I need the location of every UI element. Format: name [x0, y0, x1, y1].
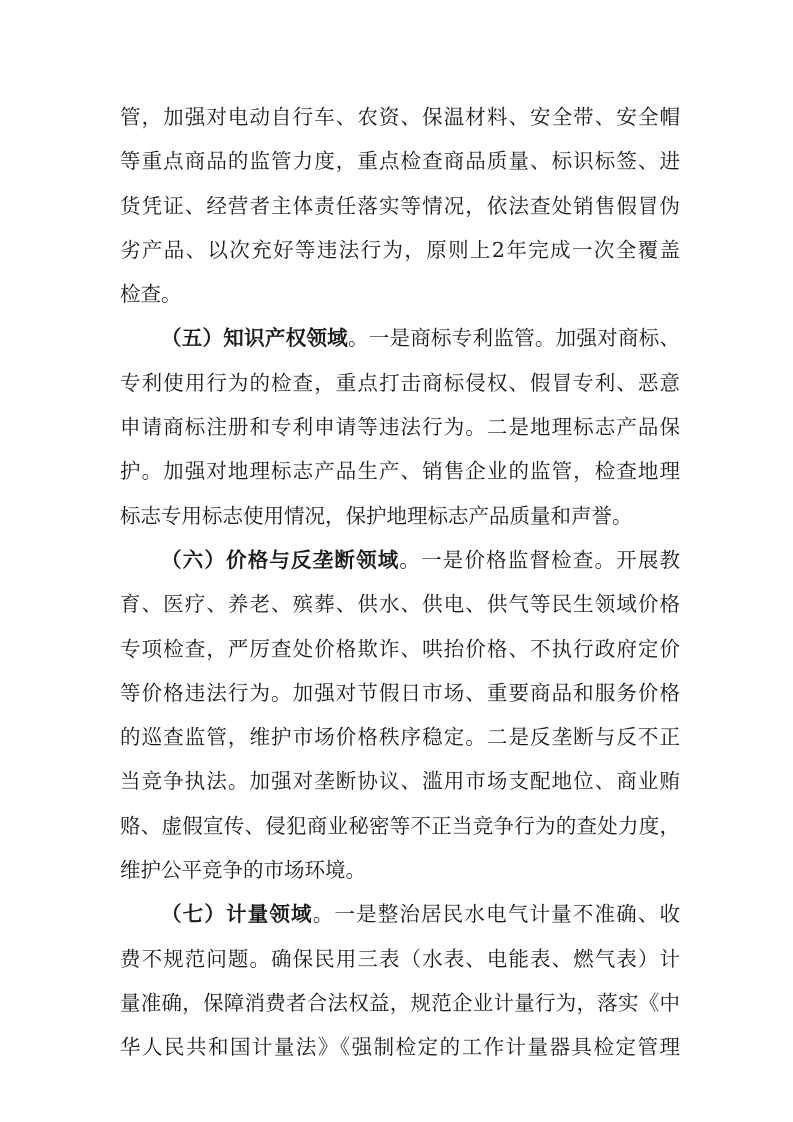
- section-heading-five: （五）知识产权领域: [161, 326, 348, 351]
- body-line: 标志专用标志使用情况，保护地理标志产品质量和声誉。: [120, 503, 633, 528]
- body-line: 赂、虚假宣传、侵犯商业秘密等不正当竞争行为的查处力度，: [120, 813, 680, 838]
- body-line: 管，加强对电动自行车、农资、保温材料、安全带、安全帽: [120, 105, 680, 129]
- body-line: 维护公平竞争的市场环境。: [120, 858, 366, 883]
- body-line: 专项检查，严厉查处价格欺诈、哄抬价格、不执行政府定价: [120, 636, 680, 661]
- body-line: 华人民共和国计量法》《强制检定的工作计量器具检定管理: [120, 1035, 680, 1060]
- body-line: 等价格违法行为。加强对节假日市场、重要商品和服务价格: [120, 680, 680, 705]
- section-heading-six: （六）价格与反垄断领域: [161, 547, 400, 572]
- body-line: 费不规范问题。确保民用三表（水表、电能表、燃气表）计: [120, 946, 680, 971]
- body-line: 申请商标注册和专利申请等违法行为。二是地理标志产品保: [120, 415, 680, 440]
- body-line: 护。加强对地理标志产品生产、销售企业的监管，检查地理: [120, 459, 680, 484]
- body-line: 当竞争执法。加强对垄断协议、滥用市场支配地位、商业贿: [120, 769, 680, 794]
- body-text: 。一是商标专利监管。加强对商标、: [347, 326, 680, 351]
- body-line: 育、医疗、养老、殡葬、供水、供电、供气等民生领域价格: [120, 592, 680, 617]
- body-line: 劣产品、以次充好等违法行为，原则上2年完成一次全覆盖: [120, 237, 680, 262]
- body-text: 。一是价格监督检查。开展教: [399, 547, 681, 572]
- body-line: 货凭证、经营者主体责任落实等情况，依法查处销售假冒伪: [120, 193, 680, 218]
- body-line: 的巡查监管，维护市场价格秩序稳定。二是反垄断与反不正: [120, 725, 680, 750]
- body-line: 检查。: [120, 282, 182, 307]
- section-first-line: [120, 316, 680, 360]
- body-line: 等重点商品的监管力度，重点检查商品质量、标识标签、进: [120, 149, 680, 174]
- body-text: 。一是整治居民水电气计量不准确、收: [312, 902, 681, 927]
- section-first-line: [120, 892, 680, 936]
- document-body: [120, 95, 680, 1070]
- section-first-line: [120, 538, 680, 582]
- body-line: 量准确，保障消费者合法权益，规范企业计量行为，落实《中: [120, 990, 680, 1015]
- section-heading-seven: （七）计量领域: [161, 902, 313, 927]
- body-line: 专利使用行为的检查，重点打击商标侵权、假冒专利、恶意: [120, 370, 680, 395]
